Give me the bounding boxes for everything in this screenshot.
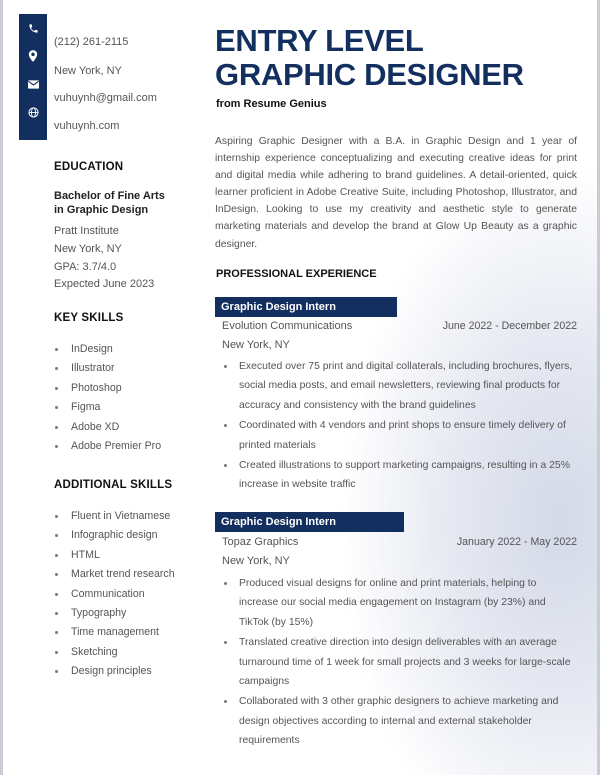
additional-skill-item: HTML bbox=[54, 546, 175, 565]
page-edge-left bbox=[0, 0, 3, 775]
job-bullet: Created illustrations to support marketing campaigns, resulting in a 25% increase in website traffic bbox=[222, 456, 574, 495]
education-gpa: GPA: 3.7/4.0 bbox=[54, 261, 117, 273]
job-bullet: Translated creative direction into design deliverables with an average turnaround time of 1 week for small projects and 3 weeks for large-scale campaigns bbox=[222, 633, 574, 691]
job-bullet-list bbox=[222, 574, 574, 752]
contact-website[interactable]: vuhuynh.com bbox=[54, 120, 120, 132]
education-expected: Expected June 2023 bbox=[54, 278, 155, 290]
job-dates: June 2022 - December 2022 bbox=[442, 320, 577, 332]
resume-subtitle: from Resume Genius bbox=[216, 98, 327, 110]
job-bullet-list bbox=[222, 357, 574, 496]
additional-skill-item: Sketching bbox=[54, 643, 175, 662]
key-skill-item: Adobe Premier Pro bbox=[54, 437, 161, 456]
key-skills-heading: KEY SKILLS bbox=[54, 312, 124, 324]
experience-heading: PROFESSIONAL EXPERIENCE bbox=[216, 268, 377, 280]
key-skill-item: InDesign bbox=[54, 340, 161, 359]
key-skills-list bbox=[54, 340, 161, 456]
job-location: New York, NY bbox=[222, 555, 290, 567]
degree-line-1: Bachelor of Fine Arts bbox=[54, 190, 165, 202]
key-skill-item: Adobe XD bbox=[54, 418, 161, 437]
key-skill-item: Photoshop bbox=[54, 379, 161, 398]
email-icon bbox=[19, 70, 47, 98]
education-school: Pratt Institute bbox=[54, 225, 119, 237]
job-bullet: Executed over 75 print and digital collaterals, including brochures, flyers, social media posts, and email newsletters, reviewing final products for accuracy and consistency with the brand guidelines bbox=[222, 357, 574, 415]
additional-skill-item: Design principles bbox=[54, 662, 175, 681]
title-line-2: GRAPHIC DESIGNER bbox=[215, 57, 524, 92]
contact-icon-bar bbox=[19, 14, 47, 140]
resume-title bbox=[215, 24, 524, 92]
job-bullet: Collaborated with 3 other graphic designers to achieve marketing and design objectives according to internal and external stakeholder requirements bbox=[222, 692, 574, 750]
additional-skill-item: Communication bbox=[54, 585, 175, 604]
job-company: Topaz Graphics bbox=[222, 536, 299, 548]
additional-skill-item: Infographic design bbox=[54, 526, 175, 545]
additional-skill-item: Typography bbox=[54, 604, 175, 623]
key-skill-item: Illustrator bbox=[54, 359, 161, 378]
job-company: Evolution Communications bbox=[222, 320, 353, 332]
phone-icon bbox=[19, 14, 47, 42]
education-location: New York, NY bbox=[54, 243, 122, 255]
job-bullet: Coordinated with 4 vendors and print shops to ensure timely delivery of printed materials bbox=[222, 416, 574, 455]
additional-skill-item: Market trend research bbox=[54, 565, 175, 584]
job-dates: January 2022 - May 2022 bbox=[456, 536, 577, 548]
summary-paragraph: Aspiring Graphic Designer with a B.A. in Graphic Design and 1 year of internship experience conceptualizing and executing creative ideas for print and digital media while adhering to brand guidelines. A detail-oriented, quick learner proficient in Adobe Creative Suite, including Photoshop, Illustrator, and InDesign. Looking to use my creativity and aesthetic style to generate marketing materials and develop the brand at Glow Up Beauty as a graphic designer. bbox=[215, 136, 577, 250]
contact-email[interactable]: vuhuynh@gmail.com bbox=[54, 92, 157, 104]
job-location: New York, NY bbox=[222, 339, 290, 351]
contact-phone[interactable]: (212) 261-2115 bbox=[54, 36, 129, 48]
globe-icon bbox=[19, 98, 47, 126]
key-skill-item: Figma bbox=[54, 398, 161, 417]
additional-skill-item: Fluent in Vietnamese bbox=[54, 507, 175, 526]
additional-skills-heading: ADDITIONAL SKILLS bbox=[54, 479, 173, 491]
degree-title bbox=[54, 189, 165, 217]
job-title-bar: Graphic Design Intern bbox=[215, 512, 404, 532]
job-bullet: Produced visual designs for online and print materials, helping to increase our social media engagement on Instagram (by 23%) and TikTok (by 15%) bbox=[222, 574, 574, 632]
degree-line-2: in Graphic Design bbox=[54, 204, 149, 216]
location-pin-icon bbox=[19, 42, 47, 70]
additional-skills-list bbox=[54, 507, 175, 682]
education-heading: EDUCATION bbox=[54, 161, 124, 173]
contact-location: New York, NY bbox=[54, 65, 122, 77]
additional-skill-item: Time management bbox=[54, 623, 175, 642]
title-line-1: ENTRY LEVEL bbox=[215, 23, 424, 58]
job-title-bar: Graphic Design Intern bbox=[215, 297, 397, 317]
